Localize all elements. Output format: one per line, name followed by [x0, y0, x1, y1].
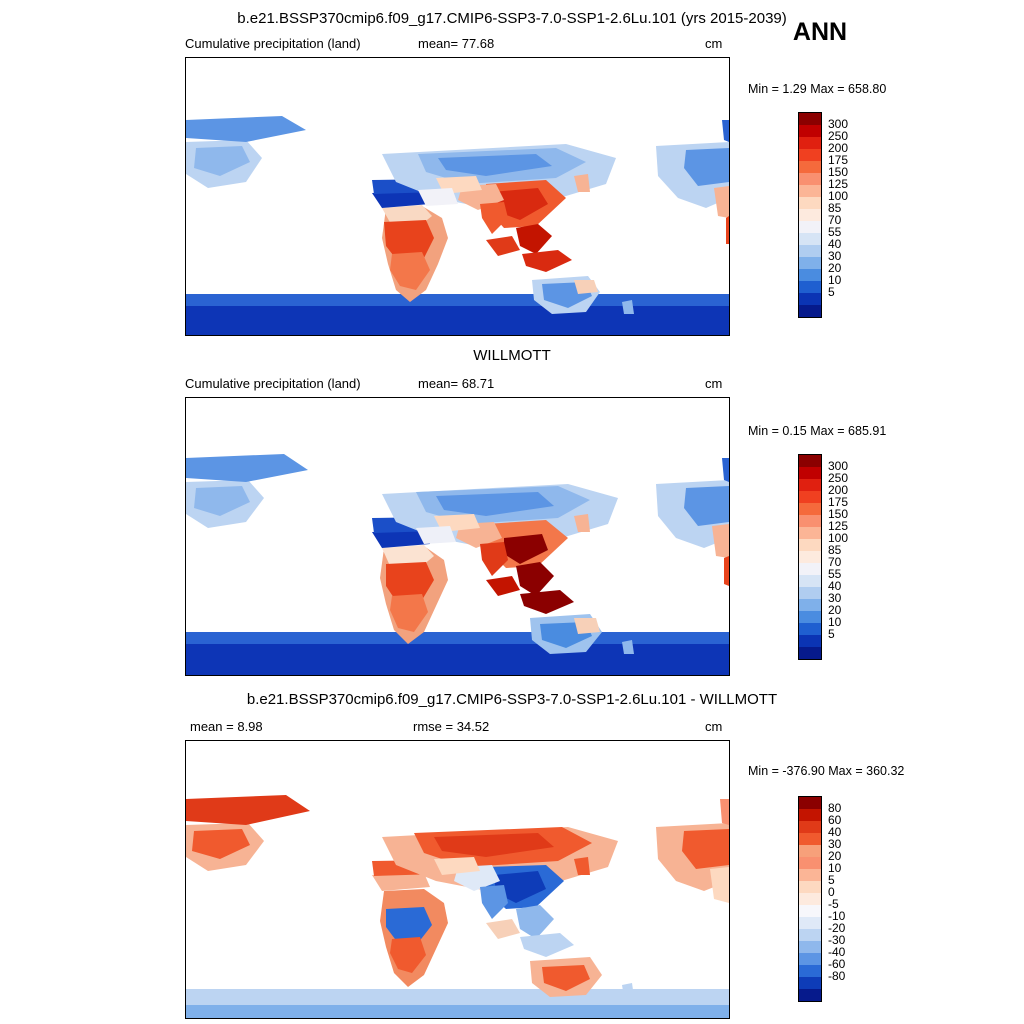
colorbar-tick-label: 200 [828, 141, 849, 155]
colorbar-tick-label: 40 [828, 579, 842, 593]
colorbar-tick-label: -60 [828, 957, 846, 971]
colorbar-tick-label: 300 [828, 117, 849, 131]
map-panel-willmott[interactable] [185, 397, 730, 676]
colorbar-tick-label: 80 [828, 801, 842, 815]
colorbar-segment [799, 977, 821, 989]
colorbar-segment [799, 161, 821, 173]
colorbar-tick-label: -40 [828, 945, 846, 959]
colorbar-segment [799, 611, 821, 623]
colorbar-tick-label: 300 [828, 459, 849, 473]
colorbar-segment [799, 893, 821, 905]
colorbar-tick-label: 40 [828, 825, 842, 839]
colorbar-tick-label: 0 [828, 885, 835, 899]
colorbar-segment [799, 599, 821, 611]
colorbar-segment [799, 809, 821, 821]
colorbar-tick-label: 5 [828, 285, 835, 299]
page-title: b.e21.BSSP370cmip6.f09_g17.CMIP6-SSP3-7.0-SSP1-2.6Lu.101 (yrs 2015-2039) [237, 10, 787, 27]
colorbar-tick-label: 125 [828, 519, 849, 533]
colorbar-segment [799, 623, 821, 635]
colorbar-difference-ticks [828, 796, 888, 1000]
panel3-mean-label: mean = 8.98 [190, 719, 263, 734]
colorbar-difference-strip [798, 796, 822, 1002]
colorbar-tick-label: 70 [828, 555, 842, 569]
colorbar-tick-label: 55 [828, 225, 842, 239]
colorbar-segment [799, 587, 821, 599]
colorbar-segment [799, 869, 821, 881]
colorbar-segment [799, 185, 821, 197]
panel3-title: b.e21.BSSP370cmip6.f09_g17.CMIP6-SSP3-7.0-SSP1-2.6Lu.101 - WILLMOTT [246, 691, 778, 708]
panel2-units: cm [705, 376, 723, 391]
colorbar-segment [799, 527, 821, 539]
colorbar-segment [799, 221, 821, 233]
colorbar-segment [799, 125, 821, 137]
colorbar-tick-label: 70 [828, 213, 842, 227]
colorbar-tick-label: 125 [828, 177, 849, 191]
map-canvas-difference [186, 741, 729, 1018]
colorbar-segment [799, 209, 821, 221]
season-label: ANN [792, 18, 848, 46]
colorbar-segment [799, 113, 821, 125]
colorbar-segment [799, 467, 821, 479]
colorbar-segment [799, 245, 821, 257]
colorbar-willmott-strip [798, 454, 822, 660]
colorbar-tick-label: -80 [828, 969, 846, 983]
panel2-minmax: Min = 0.15 Max = 685.91 [748, 424, 887, 438]
colorbar-segment [799, 821, 821, 833]
colorbar-tick-label: 5 [828, 627, 835, 641]
colorbar-tick-label: 10 [828, 273, 842, 287]
colorbar-tick-label: -30 [828, 933, 846, 947]
colorbar-segment [799, 929, 821, 941]
map-panel-difference[interactable] [185, 740, 730, 1019]
panel2-mean-label: mean= 68.71 [418, 376, 495, 391]
colorbar-segment [799, 479, 821, 491]
colorbar-segment [799, 953, 821, 965]
panel2-var-label: Cumulative precipitation (land) [185, 376, 361, 391]
colorbar-tick-label: 40 [828, 237, 842, 251]
map-panel-model[interactable] [185, 57, 730, 336]
colorbar-tick-label: 10 [828, 861, 842, 875]
colorbar-segment [799, 149, 821, 161]
colorbar-segment [799, 515, 821, 527]
panel1-units: cm [705, 36, 723, 51]
colorbar-segment [799, 647, 821, 659]
colorbar-segment [799, 305, 821, 317]
colorbar-segment [799, 797, 821, 809]
colorbar-tick-label: 250 [828, 129, 849, 143]
colorbar-tick-label: 30 [828, 837, 842, 851]
colorbar-segment [799, 965, 821, 977]
colorbar-tick-label: 30 [828, 249, 842, 263]
colorbar-segment [799, 857, 821, 869]
colorbar-segment [799, 551, 821, 563]
colorbar-segment [799, 575, 821, 587]
colorbar-segment [799, 173, 821, 185]
colorbar-tick-label: 20 [828, 261, 842, 275]
panel2-title: WILLMOTT [473, 347, 551, 364]
panel3-rmse-label: rmse = 34.52 [413, 719, 490, 734]
colorbar-segment [799, 137, 821, 149]
colorbar-segment [799, 197, 821, 209]
colorbar-tick-label: 100 [828, 531, 849, 545]
colorbar-willmott-ticks [828, 454, 888, 658]
panel3-minmax: Min = -376.90 Max = 360.32 [748, 764, 905, 778]
colorbar-segment [799, 491, 821, 503]
map-canvas-willmott [186, 398, 729, 675]
colorbar-segment [799, 989, 821, 1001]
colorbar-tick-label: 175 [828, 495, 849, 509]
colorbar-segment [799, 269, 821, 281]
colorbar-segment [799, 563, 821, 575]
colorbar-segment [799, 539, 821, 551]
colorbar-segment [799, 293, 821, 305]
colorbar-tick-label: 175 [828, 153, 849, 167]
panel1-mean-label: mean= 77.68 [418, 36, 495, 51]
colorbar-tick-label: 200 [828, 483, 849, 497]
colorbar-tick-label: -10 [828, 909, 846, 923]
colorbar-tick-label: 60 [828, 813, 842, 827]
colorbar-tick-label: 20 [828, 849, 842, 863]
colorbar-tick-label: -20 [828, 921, 846, 935]
colorbar-segment [799, 845, 821, 857]
colorbar-segment [799, 833, 821, 845]
colorbar-segment [799, 281, 821, 293]
colorbar-model-strip [798, 112, 822, 318]
map-canvas-model [186, 58, 729, 335]
colorbar-tick-label: 5 [828, 873, 835, 887]
colorbar-tick-label: 55 [828, 567, 842, 581]
colorbar-tick-label: 85 [828, 201, 842, 215]
colorbar-tick-label: 10 [828, 615, 842, 629]
colorbar-segment [799, 905, 821, 917]
colorbar-segment [799, 941, 821, 953]
colorbar-tick-label: 30 [828, 591, 842, 605]
colorbar-segment [799, 233, 821, 245]
colorbar-tick-label: 150 [828, 165, 849, 179]
colorbar-segment [799, 455, 821, 467]
colorbar-tick-label: 150 [828, 507, 849, 521]
colorbar-tick-label: 20 [828, 603, 842, 617]
colorbar-segment [799, 257, 821, 269]
panel3-units: cm [705, 719, 723, 734]
colorbar-tick-label: -5 [828, 897, 839, 911]
colorbar-tick-label: 250 [828, 471, 849, 485]
colorbar-tick-label: 100 [828, 189, 849, 203]
colorbar-segment [799, 635, 821, 647]
colorbar-tick-label: 85 [828, 543, 842, 557]
panel1-var-label: Cumulative precipitation (land) [185, 36, 361, 51]
colorbar-segment [799, 881, 821, 893]
colorbar-segment [799, 917, 821, 929]
colorbar-segment [799, 503, 821, 515]
colorbar-model-ticks [828, 112, 888, 316]
panel1-minmax: Min = 1.29 Max = 658.80 [748, 82, 887, 96]
